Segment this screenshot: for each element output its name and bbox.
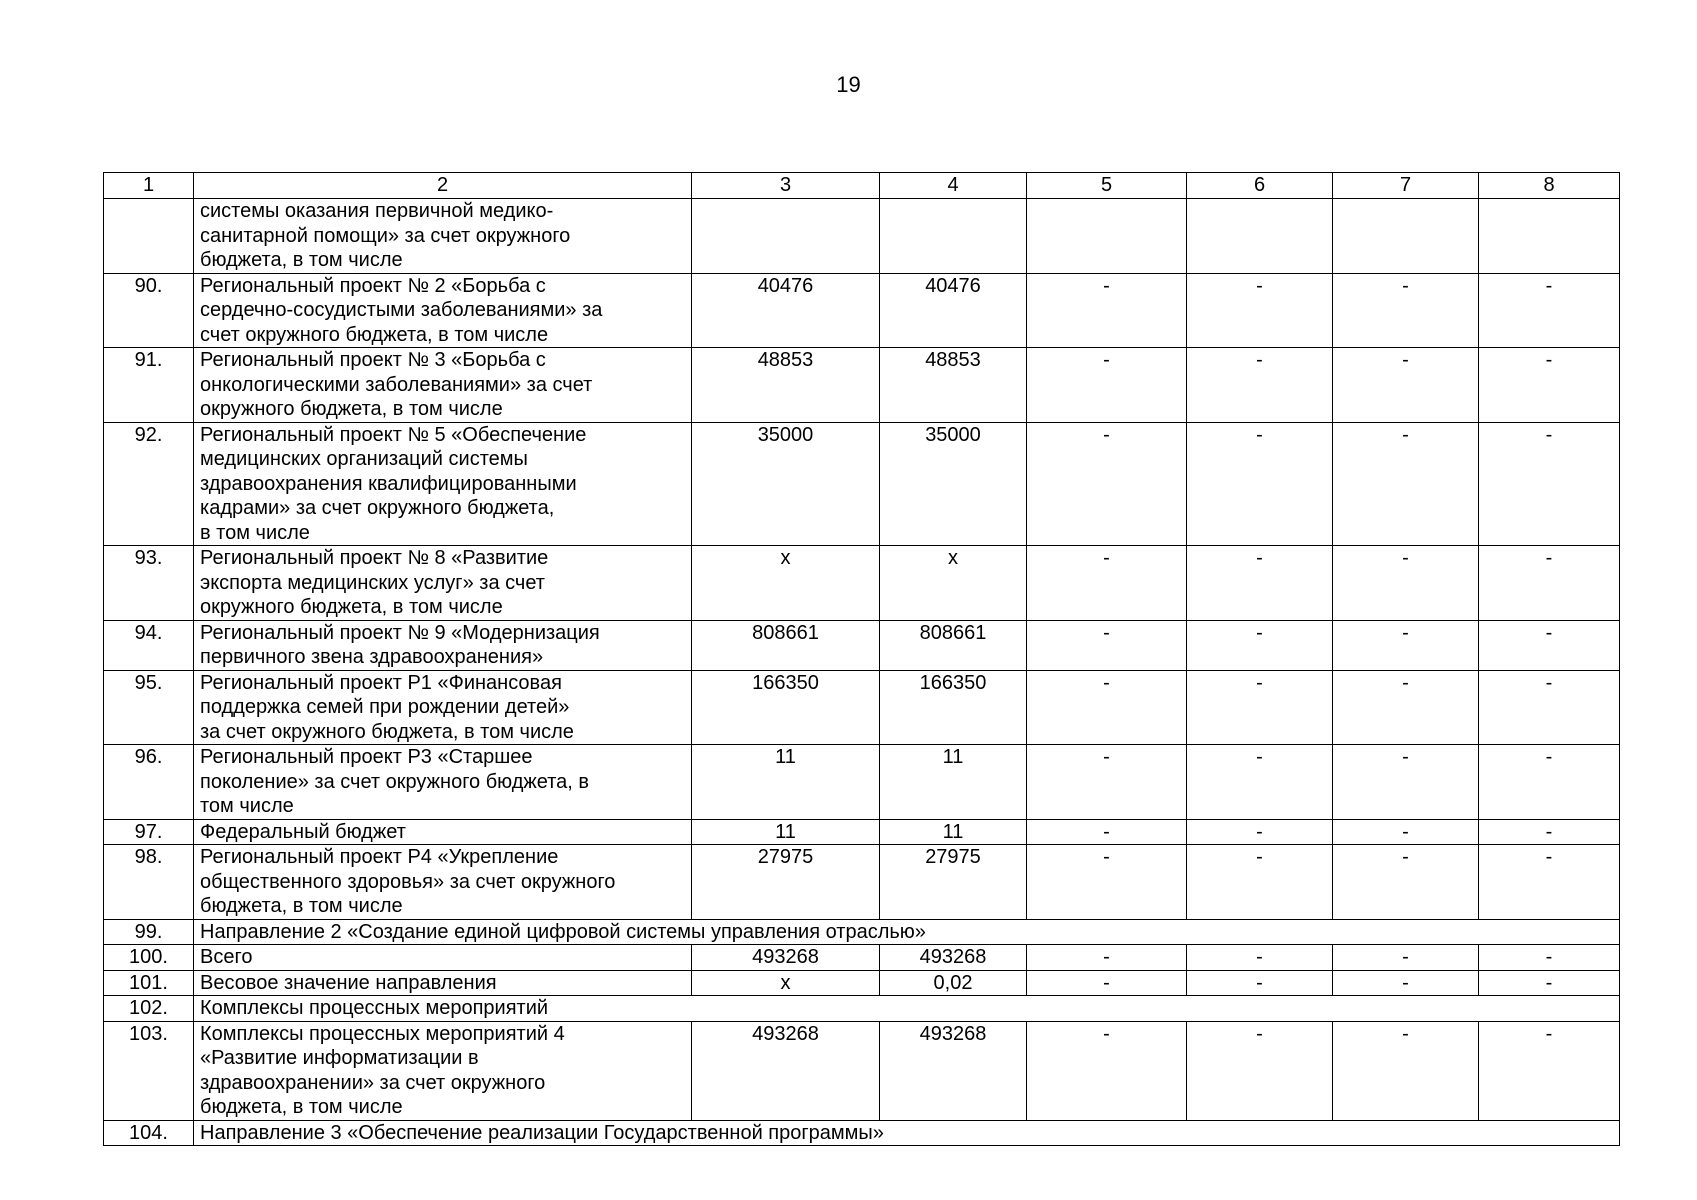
table-row bbox=[104, 819, 1620, 845]
item-name-line: Весовое значение направления bbox=[200, 971, 497, 994]
item-name-line: за счет окружного бюджета, в том числе bbox=[200, 720, 574, 743]
cell-col4: 11 bbox=[880, 745, 1027, 820]
table-row bbox=[104, 546, 1620, 621]
item-name bbox=[194, 546, 692, 621]
cell-col7: - bbox=[1333, 546, 1479, 621]
column-header: 3 bbox=[692, 173, 880, 199]
item-name-line: Региональный проект Р3 «Старшее bbox=[200, 746, 533, 768]
cell-col7: - bbox=[1333, 819, 1479, 845]
cell-col6: - bbox=[1187, 670, 1333, 745]
item-name-line: Комплексы процессных мероприятий 4 bbox=[200, 1022, 565, 1045]
cell-col7: - bbox=[1333, 273, 1479, 348]
cell-col3: 493268 bbox=[692, 1021, 880, 1120]
item-name-line: медицинских организаций системы bbox=[200, 448, 528, 470]
cell-col6: - bbox=[1187, 819, 1333, 845]
table-row bbox=[104, 273, 1620, 348]
item-name-line: Региональный проект № 5 «Обеспечение bbox=[200, 423, 587, 446]
table-row bbox=[104, 845, 1620, 920]
cell-col5: - bbox=[1027, 546, 1187, 621]
row-number: 92. bbox=[104, 422, 194, 546]
item-name-line: первичного звена здравоохранения» bbox=[200, 646, 544, 668]
row-number: 101. bbox=[104, 970, 194, 996]
item-name bbox=[194, 970, 692, 996]
cell-col8: - bbox=[1479, 273, 1620, 348]
item-name-line: счет окружного бюджета, в том числе bbox=[200, 323, 549, 346]
cell-col8: - bbox=[1479, 970, 1620, 996]
item-name-line: санитарной помощи» за счет окружного bbox=[200, 224, 571, 247]
row-number: 95. bbox=[104, 670, 194, 745]
cell-col3: х bbox=[692, 546, 880, 621]
item-name bbox=[194, 745, 692, 820]
cell-col3: 48853 bbox=[692, 348, 880, 423]
cell-col3: 11 bbox=[692, 819, 880, 845]
column-header: 8 bbox=[1479, 173, 1620, 199]
cell-col5: - bbox=[1027, 819, 1187, 845]
item-name-line: том числе bbox=[200, 795, 294, 817]
item-name-line: Региональный проект № 2 «Борьба с bbox=[200, 274, 546, 297]
column-header: 5 bbox=[1027, 173, 1187, 199]
item-name-line: бюджета, в том числе bbox=[200, 895, 403, 917]
cell-col8: - bbox=[1479, 670, 1620, 745]
cell-col8: - bbox=[1479, 620, 1620, 670]
row-number: 99. bbox=[104, 919, 194, 945]
cell-col7: - bbox=[1333, 422, 1479, 546]
cell-col3: 166350 bbox=[692, 670, 880, 745]
item-name bbox=[194, 945, 692, 971]
column-header: 6 bbox=[1187, 173, 1333, 199]
budget-table bbox=[103, 172, 1620, 1146]
item-name-line: Всего bbox=[200, 946, 253, 968]
cell-col4: 35000 bbox=[880, 422, 1027, 546]
table-row bbox=[104, 970, 1620, 996]
column-header: 2 bbox=[194, 173, 692, 199]
cell-col8: - bbox=[1479, 845, 1620, 920]
cell-col4: х bbox=[880, 546, 1027, 621]
cell-col4: 40476 bbox=[880, 273, 1027, 348]
column-header: 1 bbox=[104, 173, 194, 199]
item-name-line: Региональный проект № 9 «Модернизация bbox=[200, 621, 600, 644]
cell-col3: 27975 bbox=[692, 845, 880, 920]
item-name-line: экспорта медицинских услуг» за счет bbox=[200, 571, 545, 594]
cell-col7: - bbox=[1333, 348, 1479, 423]
row-number: 104. bbox=[104, 1120, 194, 1146]
row-number: 98. bbox=[104, 845, 194, 920]
row-number bbox=[104, 199, 194, 274]
cell-col7: - bbox=[1333, 845, 1479, 920]
row-number: 94. bbox=[104, 620, 194, 670]
cell-col5: - bbox=[1027, 745, 1187, 820]
item-name-line: в том числе bbox=[200, 521, 310, 544]
cell-col8: - bbox=[1479, 546, 1620, 621]
table-body bbox=[104, 173, 1620, 1146]
cell-col7: - bbox=[1333, 620, 1479, 670]
item-name-line: системы оказания первичной медико- bbox=[200, 200, 554, 222]
cell-col7 bbox=[1333, 199, 1479, 274]
section-heading: Комплексы процессных мероприятий bbox=[194, 996, 1620, 1022]
table-row bbox=[104, 945, 1620, 971]
cell-col6: - bbox=[1187, 970, 1333, 996]
column-header: 4 bbox=[880, 173, 1027, 199]
item-name-line: бюджета, в том числе bbox=[200, 249, 403, 271]
cell-col6: - bbox=[1187, 546, 1333, 621]
cell-col6: - bbox=[1187, 620, 1333, 670]
cell-col6: - bbox=[1187, 348, 1333, 423]
page-number: 19 bbox=[836, 72, 861, 97]
table-row bbox=[104, 199, 1620, 274]
section-heading: Направление 3 «Обеспечение реализации Государственной программы» bbox=[194, 1120, 1620, 1146]
cell-col7: - bbox=[1333, 745, 1479, 820]
cell-col8: - bbox=[1479, 422, 1620, 546]
item-name-line: Региональный проект Р1 «Финансовая bbox=[200, 671, 562, 694]
cell-col4: 48853 bbox=[880, 348, 1027, 423]
cell-col7: - bbox=[1333, 1021, 1479, 1120]
cell-col5: - bbox=[1027, 945, 1187, 971]
cell-col8: - bbox=[1479, 745, 1620, 820]
cell-col6: - bbox=[1187, 422, 1333, 546]
cell-col3: х bbox=[692, 970, 880, 996]
item-name bbox=[194, 199, 692, 274]
cell-col8: - bbox=[1479, 1021, 1620, 1120]
cell-col5: - bbox=[1027, 348, 1187, 423]
row-number: 103. bbox=[104, 1021, 194, 1120]
cell-col4: 0,02 bbox=[880, 970, 1027, 996]
item-name-line: Федеральный бюджет bbox=[200, 820, 406, 843]
table-row bbox=[104, 919, 1620, 945]
cell-col4: 166350 bbox=[880, 670, 1027, 745]
row-number: 93. bbox=[104, 546, 194, 621]
table-row bbox=[104, 745, 1620, 820]
table-row bbox=[104, 1021, 1620, 1120]
item-name-line: «Развитие информатизации в bbox=[200, 1047, 479, 1069]
item-name bbox=[194, 670, 692, 745]
cell-col7: - bbox=[1333, 970, 1479, 996]
cell-col3: 11 bbox=[692, 745, 880, 820]
cell-col4: 808661 bbox=[880, 620, 1027, 670]
table-row bbox=[104, 1120, 1620, 1146]
table-row bbox=[104, 996, 1620, 1022]
cell-col5: - bbox=[1027, 620, 1187, 670]
cell-col5: - bbox=[1027, 422, 1187, 546]
cell-col8 bbox=[1479, 199, 1620, 274]
cell-col4: 11 bbox=[880, 819, 1027, 845]
cell-col3: 493268 bbox=[692, 945, 880, 971]
item-name-line: бюджета, в том числе bbox=[200, 1096, 403, 1118]
table-row bbox=[104, 670, 1620, 745]
item-name-line: здравоохранения квалифицированными bbox=[200, 472, 577, 495]
item-name bbox=[194, 422, 692, 546]
cell-col5: - bbox=[1027, 670, 1187, 745]
cell-col3: 40476 bbox=[692, 273, 880, 348]
item-name bbox=[194, 1021, 692, 1120]
item-name-line: Региональный проект № 8 «Развитие bbox=[200, 547, 549, 569]
item-name-line: окружного бюджета, в том числе bbox=[200, 398, 503, 420]
table-row bbox=[104, 422, 1620, 546]
item-name-line: поддержка семей при рождении детей» bbox=[200, 696, 570, 718]
cell-col3 bbox=[692, 199, 880, 274]
row-number: 97. bbox=[104, 819, 194, 845]
row-number: 90. bbox=[104, 273, 194, 348]
cell-col5: - bbox=[1027, 845, 1187, 920]
table-row bbox=[104, 620, 1620, 670]
row-number: 96. bbox=[104, 745, 194, 820]
cell-col4: 493268 bbox=[880, 945, 1027, 971]
item-name-line: кадрами» за счет окружного бюджета, bbox=[200, 497, 555, 519]
item-name-line: здравоохранении» за счет окружного bbox=[200, 1071, 546, 1094]
cell-col5 bbox=[1027, 199, 1187, 274]
item-name-line: поколение» за счет окружного бюджета, в bbox=[200, 770, 590, 793]
cell-col6: - bbox=[1187, 845, 1333, 920]
cell-col6: - bbox=[1187, 745, 1333, 820]
item-name bbox=[194, 348, 692, 423]
table-row bbox=[104, 348, 1620, 423]
item-name-line: сердечно-сосудистыми заболеваниями» за bbox=[200, 299, 603, 321]
item-name-line: Региональный проект Р4 «Укрепление bbox=[200, 846, 559, 868]
cell-col5: - bbox=[1027, 1021, 1187, 1120]
cell-col6: - bbox=[1187, 273, 1333, 348]
cell-col3: 35000 bbox=[692, 422, 880, 546]
cell-col4: 27975 bbox=[880, 845, 1027, 920]
item-name bbox=[194, 845, 692, 920]
row-number: 100. bbox=[104, 945, 194, 971]
cell-col5: - bbox=[1027, 273, 1187, 348]
cell-col8: - bbox=[1479, 945, 1620, 971]
cell-col7: - bbox=[1333, 945, 1479, 971]
item-name-line: онкологическими заболеваниями» за счет bbox=[200, 373, 593, 396]
cell-col3: 808661 bbox=[692, 620, 880, 670]
item-name-line: общественного здоровья» за счет окружного bbox=[200, 870, 616, 893]
cell-col6 bbox=[1187, 199, 1333, 274]
item-name-line: Региональный проект № 3 «Борьба с bbox=[200, 349, 546, 371]
cell-col6: - bbox=[1187, 1021, 1333, 1120]
cell-col4: 493268 bbox=[880, 1021, 1027, 1120]
cell-col7: - bbox=[1333, 670, 1479, 745]
cell-col8: - bbox=[1479, 819, 1620, 845]
column-header: 7 bbox=[1333, 173, 1479, 199]
row-number: 91. bbox=[104, 348, 194, 423]
cell-col6: - bbox=[1187, 945, 1333, 971]
item-name bbox=[194, 620, 692, 670]
cell-col8: - bbox=[1479, 348, 1620, 423]
item-name bbox=[194, 819, 692, 845]
header-row bbox=[104, 173, 1620, 199]
cell-col4 bbox=[880, 199, 1027, 274]
item-name bbox=[194, 273, 692, 348]
item-name-line: окружного бюджета, в том числе bbox=[200, 596, 503, 618]
cell-col5: - bbox=[1027, 970, 1187, 996]
section-heading: Направление 2 «Создание единой цифровой системы управления отраслью» bbox=[194, 919, 1620, 945]
row-number: 102. bbox=[104, 996, 194, 1022]
